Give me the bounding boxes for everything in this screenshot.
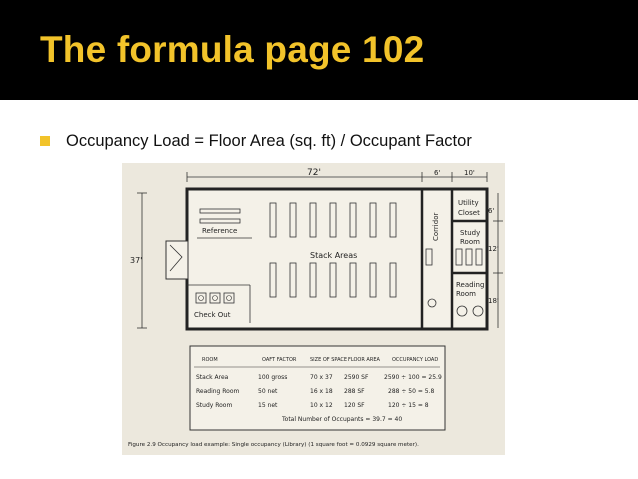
table-header-factor: OAFT FACTOR xyxy=(262,357,297,363)
table-header-load: OCCUPANCY LOAD xyxy=(392,357,439,363)
table-cell: Stack Area xyxy=(196,374,229,381)
table-total: Total Number of Occupants = 39.7 = 40 xyxy=(282,416,403,423)
table-cell: 100 gross xyxy=(258,374,288,381)
table-cell: 70 x 37 xyxy=(310,374,333,381)
dim-top-length: 72' xyxy=(307,168,321,178)
dim-right-18: 18' xyxy=(488,297,499,305)
dim-top-6: 6' xyxy=(434,169,441,177)
dim-right-12: 12' xyxy=(488,245,499,253)
table-cell: 2590 ÷ 100 = 25.9 xyxy=(384,374,442,381)
table-cell: 10 x 12 xyxy=(310,402,333,409)
dim-top-10: 10' xyxy=(464,169,475,177)
label-reading-room-line2: Room xyxy=(456,290,476,298)
table-cell: 15 net xyxy=(258,402,278,409)
label-reading-room-line1: Reading xyxy=(456,281,485,289)
table-header-size: SIZE OF SPACE xyxy=(310,357,348,363)
table-cell: 120 SF xyxy=(344,402,365,409)
floor-plan-drawing xyxy=(122,163,505,455)
dim-left: 37' xyxy=(130,256,143,265)
figure-caption: Figure 2.9 Occupancy load example: Single occupancy (Library) (1 square foot = 0.0929 square meter). xyxy=(128,442,419,448)
table-cell: 50 net xyxy=(258,388,278,395)
table-cell: 2590 SF xyxy=(344,374,369,381)
table-header-area: FLOOR AREA xyxy=(348,357,380,363)
label-corridor: Corridor xyxy=(432,212,440,241)
label-stack-areas: Stack Areas xyxy=(310,251,358,260)
square-bullet-icon xyxy=(40,136,50,146)
slide-title: The formula page 102 xyxy=(40,29,425,70)
bullet-text: Occupancy Load = Floor Area (sq. ft) / Occupant Factor xyxy=(66,132,472,150)
table-cell: 120 ÷ 15 = 8 xyxy=(388,402,429,409)
title-bar xyxy=(0,0,638,100)
floor-plan-figure xyxy=(122,163,505,455)
table-cell: Study Room xyxy=(196,402,233,409)
label-check-out: Check Out xyxy=(194,311,231,319)
table-header-room: ROOM xyxy=(202,357,218,363)
label-reference: Reference xyxy=(202,227,238,235)
label-utility-closet-line2: Closet xyxy=(458,209,480,217)
table-cell: 288 ÷ 50 = 5.8 xyxy=(388,388,435,395)
table-cell: 288 SF xyxy=(344,388,365,395)
table-cell: Reading Room xyxy=(196,388,240,395)
dim-right-6: 6' xyxy=(488,207,495,215)
label-utility-closet-line1: Utility xyxy=(458,199,479,207)
label-study-room-line2: Room xyxy=(460,238,480,246)
label-study-room-line1: Study xyxy=(460,229,481,237)
table-cell: 16 x 18 xyxy=(310,388,333,395)
